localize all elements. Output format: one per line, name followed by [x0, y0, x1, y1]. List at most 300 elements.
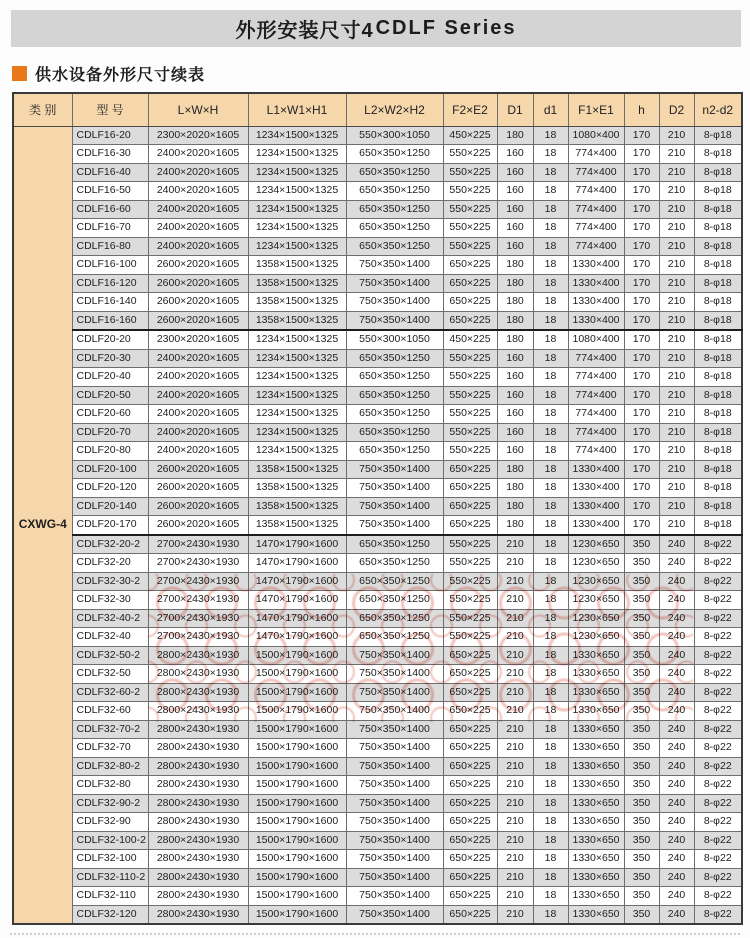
- section-title: 供水设备外形尺寸续表: [35, 66, 206, 84]
- value-cell: 18: [533, 237, 568, 256]
- value-cell: 2800×2430×1930: [148, 665, 248, 684]
- value-cell: 774×400: [568, 405, 624, 424]
- value-cell: 210: [659, 311, 694, 330]
- value-cell: 2800×2430×1930: [148, 813, 248, 832]
- value-cell: 650×350×1250: [346, 386, 443, 405]
- value-cell: 1234×1500×1325: [248, 442, 346, 461]
- value-cell: 180: [497, 497, 533, 516]
- value-cell: 1330×650: [568, 868, 624, 887]
- value-cell: 1358×1500×1325: [248, 479, 346, 498]
- value-cell: 180: [497, 126, 533, 145]
- value-cell: 210: [497, 887, 533, 906]
- value-cell: 1330×650: [568, 665, 624, 684]
- value-cell: 650×225: [443, 831, 497, 850]
- value-cell: 18: [533, 905, 568, 924]
- value-cell: 8-φ22: [694, 831, 742, 850]
- value-cell: 18: [533, 683, 568, 702]
- value-cell: 8-φ18: [694, 126, 742, 145]
- model-cell: CDLF32-40: [72, 628, 148, 647]
- value-cell: 170: [624, 423, 659, 442]
- value-cell: 1234×1500×1325: [248, 163, 346, 182]
- dimensions-table: [12, 92, 743, 925]
- value-cell: 550×225: [443, 423, 497, 442]
- value-cell: 240: [659, 683, 694, 702]
- value-cell: 210: [659, 163, 694, 182]
- value-cell: 650×225: [443, 683, 497, 702]
- value-cell: 170: [624, 442, 659, 461]
- value-cell: 1330×650: [568, 739, 624, 758]
- value-cell: 650×225: [443, 702, 497, 721]
- value-cell: 8-φ18: [694, 182, 742, 201]
- table-row: [13, 850, 742, 869]
- value-cell: 160: [497, 368, 533, 387]
- model-cell: CDLF16-70: [72, 219, 148, 238]
- value-cell: 8-φ22: [694, 739, 742, 758]
- value-cell: 170: [624, 237, 659, 256]
- value-cell: 1234×1500×1325: [248, 200, 346, 219]
- value-cell: 210: [659, 126, 694, 145]
- table-row: [13, 405, 742, 424]
- value-cell: 8-φ22: [694, 757, 742, 776]
- value-cell: 2400×2020×1605: [148, 386, 248, 405]
- value-cell: 2400×2020×1605: [148, 200, 248, 219]
- value-cell: 350: [624, 776, 659, 795]
- value-cell: 210: [497, 628, 533, 647]
- value-cell: 350: [624, 831, 659, 850]
- table-row: [13, 646, 742, 665]
- table-row: [13, 628, 742, 647]
- value-cell: 774×400: [568, 349, 624, 368]
- value-cell: 8-φ18: [694, 423, 742, 442]
- model-cell: CDLF32-110-2: [72, 868, 148, 887]
- value-cell: 18: [533, 868, 568, 887]
- table-row: [13, 126, 742, 145]
- value-cell: 1330×400: [568, 497, 624, 516]
- value-cell: 160: [497, 182, 533, 201]
- value-cell: 1330×650: [568, 905, 624, 924]
- value-cell: 1500×1790×1600: [248, 665, 346, 684]
- value-cell: 350: [624, 702, 659, 721]
- table-row: [13, 460, 742, 479]
- value-cell: 8-φ22: [694, 683, 742, 702]
- value-cell: 210: [659, 145, 694, 164]
- value-cell: 210: [659, 330, 694, 349]
- value-cell: 550×225: [443, 572, 497, 591]
- column-header-9: h: [624, 93, 659, 126]
- table-row: [13, 554, 742, 573]
- table-row: [13, 200, 742, 219]
- value-cell: 450×225: [443, 330, 497, 349]
- value-cell: 170: [624, 256, 659, 275]
- value-cell: 1330×650: [568, 757, 624, 776]
- value-cell: 8-φ22: [694, 646, 742, 665]
- value-cell: 1230×650: [568, 572, 624, 591]
- model-cell: CDLF16-100: [72, 256, 148, 275]
- value-cell: 650×350×1250: [346, 237, 443, 256]
- value-cell: 650×350×1250: [346, 349, 443, 368]
- value-cell: 1358×1500×1325: [248, 293, 346, 312]
- value-cell: 650×350×1250: [346, 200, 443, 219]
- table-row: [13, 330, 742, 349]
- value-cell: 750×350×1400: [346, 887, 443, 906]
- value-cell: 18: [533, 274, 568, 293]
- table-row: [13, 720, 742, 739]
- value-cell: 650×225: [443, 665, 497, 684]
- table-row: [13, 274, 742, 293]
- value-cell: 350: [624, 868, 659, 887]
- value-cell: 170: [624, 516, 659, 535]
- value-cell: 650×225: [443, 516, 497, 535]
- value-cell: 650×225: [443, 293, 497, 312]
- value-cell: 1358×1500×1325: [248, 311, 346, 330]
- value-cell: 1230×650: [568, 554, 624, 573]
- value-cell: 210: [497, 739, 533, 758]
- table-row: [13, 535, 742, 554]
- table-row: [13, 442, 742, 461]
- model-cell: CDLF32-70-2: [72, 720, 148, 739]
- value-cell: 2700×2430×1930: [148, 591, 248, 610]
- value-cell: 210: [497, 609, 533, 628]
- value-cell: 350: [624, 720, 659, 739]
- value-cell: 18: [533, 831, 568, 850]
- value-cell: 1470×1790×1600: [248, 591, 346, 610]
- table-row: [13, 237, 742, 256]
- model-cell: CDLF32-80-2: [72, 757, 148, 776]
- value-cell: 170: [624, 330, 659, 349]
- value-cell: 2400×2020×1605: [148, 349, 248, 368]
- value-cell: 2700×2430×1930: [148, 628, 248, 647]
- value-cell: 550×300×1050: [346, 126, 443, 145]
- value-cell: 750×350×1400: [346, 256, 443, 275]
- value-cell: 750×350×1400: [346, 311, 443, 330]
- value-cell: 1358×1500×1325: [248, 516, 346, 535]
- value-cell: 160: [497, 200, 533, 219]
- value-cell: 2700×2430×1930: [148, 554, 248, 573]
- value-cell: 750×350×1400: [346, 813, 443, 832]
- value-cell: 180: [497, 460, 533, 479]
- value-cell: 750×350×1400: [346, 646, 443, 665]
- value-cell: 350: [624, 850, 659, 869]
- value-cell: 8-φ18: [694, 256, 742, 275]
- model-cell: CDLF32-90: [72, 813, 148, 832]
- value-cell: 1230×650: [568, 591, 624, 610]
- value-cell: 350: [624, 646, 659, 665]
- value-cell: 8-φ18: [694, 405, 742, 424]
- value-cell: 210: [497, 646, 533, 665]
- value-cell: 240: [659, 813, 694, 832]
- value-cell: 650×350×1250: [346, 423, 443, 442]
- value-cell: 170: [624, 349, 659, 368]
- value-cell: 650×225: [443, 776, 497, 795]
- value-cell: 2800×2430×1930: [148, 702, 248, 721]
- value-cell: 1234×1500×1325: [248, 145, 346, 164]
- value-cell: 2800×2430×1930: [148, 683, 248, 702]
- value-cell: 650×225: [443, 887, 497, 906]
- value-cell: 1330×400: [568, 274, 624, 293]
- value-cell: 210: [659, 516, 694, 535]
- table-row: [13, 887, 742, 906]
- value-cell: 1358×1500×1325: [248, 497, 346, 516]
- model-cell: CDLF32-110: [72, 887, 148, 906]
- value-cell: 18: [533, 591, 568, 610]
- value-cell: 8-φ22: [694, 813, 742, 832]
- value-cell: 180: [497, 274, 533, 293]
- table-row: [13, 739, 742, 758]
- value-cell: 8-φ18: [694, 497, 742, 516]
- value-cell: 774×400: [568, 163, 624, 182]
- value-cell: 350: [624, 609, 659, 628]
- value-cell: 240: [659, 887, 694, 906]
- value-cell: 240: [659, 554, 694, 573]
- value-cell: 240: [659, 591, 694, 610]
- table-row: [13, 516, 742, 535]
- value-cell: 650×350×1250: [346, 572, 443, 591]
- value-cell: 1358×1500×1325: [248, 256, 346, 275]
- value-cell: 1234×1500×1325: [248, 237, 346, 256]
- value-cell: 2800×2430×1930: [148, 905, 248, 924]
- value-cell: 8-φ22: [694, 868, 742, 887]
- column-header-6: D1: [497, 93, 533, 126]
- value-cell: 18: [533, 757, 568, 776]
- value-cell: 774×400: [568, 368, 624, 387]
- value-cell: 350: [624, 665, 659, 684]
- value-cell: 650×350×1250: [346, 442, 443, 461]
- value-cell: 210: [497, 554, 533, 573]
- value-cell: 750×350×1400: [346, 460, 443, 479]
- value-cell: 180: [497, 516, 533, 535]
- column-header-1: 型 号: [72, 93, 148, 126]
- value-cell: 750×350×1400: [346, 516, 443, 535]
- value-cell: 774×400: [568, 237, 624, 256]
- value-cell: 240: [659, 794, 694, 813]
- value-cell: 350: [624, 554, 659, 573]
- value-cell: 8-φ18: [694, 386, 742, 405]
- value-cell: 2400×2020×1605: [148, 163, 248, 182]
- value-cell: 1358×1500×1325: [248, 460, 346, 479]
- value-cell: 8-φ18: [694, 368, 742, 387]
- value-cell: 2800×2430×1930: [148, 757, 248, 776]
- value-cell: 210: [497, 720, 533, 739]
- value-cell: 1330×400: [568, 256, 624, 275]
- value-cell: 1234×1500×1325: [248, 219, 346, 238]
- value-cell: 240: [659, 609, 694, 628]
- value-cell: 170: [624, 460, 659, 479]
- value-cell: 8-φ18: [694, 293, 742, 312]
- value-cell: 1500×1790×1600: [248, 850, 346, 869]
- value-cell: 1500×1790×1600: [248, 646, 346, 665]
- value-cell: 240: [659, 776, 694, 795]
- value-cell: 8-φ22: [694, 628, 742, 647]
- value-cell: 650×225: [443, 794, 497, 813]
- value-cell: 18: [533, 330, 568, 349]
- value-cell: 750×350×1400: [346, 479, 443, 498]
- model-cell: CDLF32-70: [72, 739, 148, 758]
- value-cell: 240: [659, 757, 694, 776]
- value-cell: 18: [533, 293, 568, 312]
- value-cell: 2800×2430×1930: [148, 850, 248, 869]
- value-cell: 1470×1790×1600: [248, 628, 346, 647]
- value-cell: 170: [624, 368, 659, 387]
- value-cell: 2800×2430×1930: [148, 887, 248, 906]
- model-cell: CDLF16-30: [72, 145, 148, 164]
- value-cell: 18: [533, 349, 568, 368]
- value-cell: 210: [659, 405, 694, 424]
- value-cell: 170: [624, 405, 659, 424]
- value-cell: 18: [533, 776, 568, 795]
- model-cell: CDLF20-170: [72, 516, 148, 535]
- value-cell: 2800×2430×1930: [148, 739, 248, 758]
- value-cell: 350: [624, 535, 659, 554]
- table-row: [13, 572, 742, 591]
- value-cell: 210: [659, 293, 694, 312]
- value-cell: 210: [659, 274, 694, 293]
- value-cell: 8-φ22: [694, 554, 742, 573]
- model-cell: CDLF32-60-2: [72, 683, 148, 702]
- value-cell: 1470×1790×1600: [248, 572, 346, 591]
- value-cell: 650×225: [443, 905, 497, 924]
- value-cell: 18: [533, 516, 568, 535]
- value-cell: 350: [624, 813, 659, 832]
- value-cell: 18: [533, 423, 568, 442]
- table-row: [13, 794, 742, 813]
- value-cell: 170: [624, 219, 659, 238]
- value-cell: 750×350×1400: [346, 665, 443, 684]
- value-cell: 2300×2020×1605: [148, 330, 248, 349]
- value-cell: 1330×650: [568, 850, 624, 869]
- value-cell: 8-φ22: [694, 850, 742, 869]
- value-cell: 750×350×1400: [346, 794, 443, 813]
- model-cell: CDLF16-60: [72, 200, 148, 219]
- section-heading: [12, 63, 741, 83]
- value-cell: 650×350×1250: [346, 163, 443, 182]
- value-cell: 8-φ22: [694, 776, 742, 795]
- value-cell: 650×350×1250: [346, 591, 443, 610]
- model-cell: CDLF20-140: [72, 497, 148, 516]
- value-cell: 1080×400: [568, 330, 624, 349]
- value-cell: 18: [533, 535, 568, 554]
- value-cell: 1500×1790×1600: [248, 757, 346, 776]
- model-cell: CDLF20-100: [72, 460, 148, 479]
- value-cell: 650×350×1250: [346, 182, 443, 201]
- model-cell: CDLF20-20: [72, 330, 148, 349]
- value-cell: 1500×1790×1600: [248, 794, 346, 813]
- value-cell: 2400×2020×1605: [148, 442, 248, 461]
- value-cell: 550×225: [443, 628, 497, 647]
- table-row: [13, 256, 742, 275]
- model-cell: CDLF20-60: [72, 405, 148, 424]
- model-cell: CDLF32-120: [72, 905, 148, 924]
- value-cell: 2400×2020×1605: [148, 237, 248, 256]
- model-cell: CDLF20-120: [72, 479, 148, 498]
- value-cell: 8-φ22: [694, 535, 742, 554]
- table-row: [13, 497, 742, 516]
- value-cell: 240: [659, 572, 694, 591]
- value-cell: 1500×1790×1600: [248, 720, 346, 739]
- value-cell: 2700×2430×1930: [148, 535, 248, 554]
- value-cell: 550×225: [443, 405, 497, 424]
- value-cell: 650×225: [443, 720, 497, 739]
- value-cell: 160: [497, 219, 533, 238]
- value-cell: 8-φ18: [694, 200, 742, 219]
- value-cell: 1470×1790×1600: [248, 535, 346, 554]
- value-cell: 18: [533, 572, 568, 591]
- table-row: [13, 368, 742, 387]
- value-cell: 350: [624, 683, 659, 702]
- value-cell: 650×350×1250: [346, 554, 443, 573]
- value-cell: 1500×1790×1600: [248, 702, 346, 721]
- value-cell: 210: [659, 256, 694, 275]
- value-cell: 550×225: [443, 368, 497, 387]
- model-cell: CDLF32-100: [72, 850, 148, 869]
- value-cell: 2800×2430×1930: [148, 794, 248, 813]
- value-cell: 210: [497, 702, 533, 721]
- value-cell: 210: [659, 237, 694, 256]
- value-cell: 550×225: [443, 237, 497, 256]
- value-cell: 18: [533, 739, 568, 758]
- value-cell: 240: [659, 905, 694, 924]
- model-cell: CDLF20-40: [72, 368, 148, 387]
- table-row: [13, 757, 742, 776]
- value-cell: 210: [497, 850, 533, 869]
- value-cell: 750×350×1400: [346, 274, 443, 293]
- table-row: [13, 349, 742, 368]
- value-cell: 18: [533, 460, 568, 479]
- value-cell: 650×225: [443, 460, 497, 479]
- value-cell: 774×400: [568, 423, 624, 442]
- value-cell: 240: [659, 850, 694, 869]
- value-cell: 160: [497, 349, 533, 368]
- value-cell: 160: [497, 163, 533, 182]
- value-cell: 1330×400: [568, 293, 624, 312]
- value-cell: 2600×2020×1605: [148, 274, 248, 293]
- value-cell: 8-φ22: [694, 665, 742, 684]
- value-cell: 350: [624, 887, 659, 906]
- value-cell: 240: [659, 646, 694, 665]
- value-cell: 210: [659, 423, 694, 442]
- value-cell: 210: [497, 757, 533, 776]
- table-row: [13, 293, 742, 312]
- value-cell: 750×350×1400: [346, 850, 443, 869]
- model-cell: CDLF32-100-2: [72, 831, 148, 850]
- table-row: [13, 145, 742, 164]
- value-cell: 650×350×1250: [346, 535, 443, 554]
- model-cell: CDLF16-50: [72, 182, 148, 201]
- column-header-4: L2×W2×H2: [346, 93, 443, 126]
- value-cell: 650×225: [443, 868, 497, 887]
- page-title-en: CDLF Series: [375, 17, 517, 39]
- value-cell: 18: [533, 256, 568, 275]
- page-bottom-rule: [10, 933, 740, 935]
- model-cell: CDLF16-20: [72, 126, 148, 145]
- value-cell: 170: [624, 182, 659, 201]
- table-row: [13, 702, 742, 721]
- value-cell: 650×225: [443, 813, 497, 832]
- value-cell: 210: [497, 665, 533, 684]
- model-cell: CDLF32-30-2: [72, 572, 148, 591]
- value-cell: 8-φ18: [694, 311, 742, 330]
- value-cell: 650×225: [443, 646, 497, 665]
- value-cell: 18: [533, 628, 568, 647]
- value-cell: 350: [624, 572, 659, 591]
- model-cell: CDLF32-20: [72, 554, 148, 573]
- value-cell: 210: [497, 591, 533, 610]
- value-cell: 650×225: [443, 479, 497, 498]
- value-cell: 18: [533, 145, 568, 164]
- value-cell: 774×400: [568, 219, 624, 238]
- value-cell: 774×400: [568, 442, 624, 461]
- value-cell: 240: [659, 702, 694, 721]
- value-cell: 210: [659, 442, 694, 461]
